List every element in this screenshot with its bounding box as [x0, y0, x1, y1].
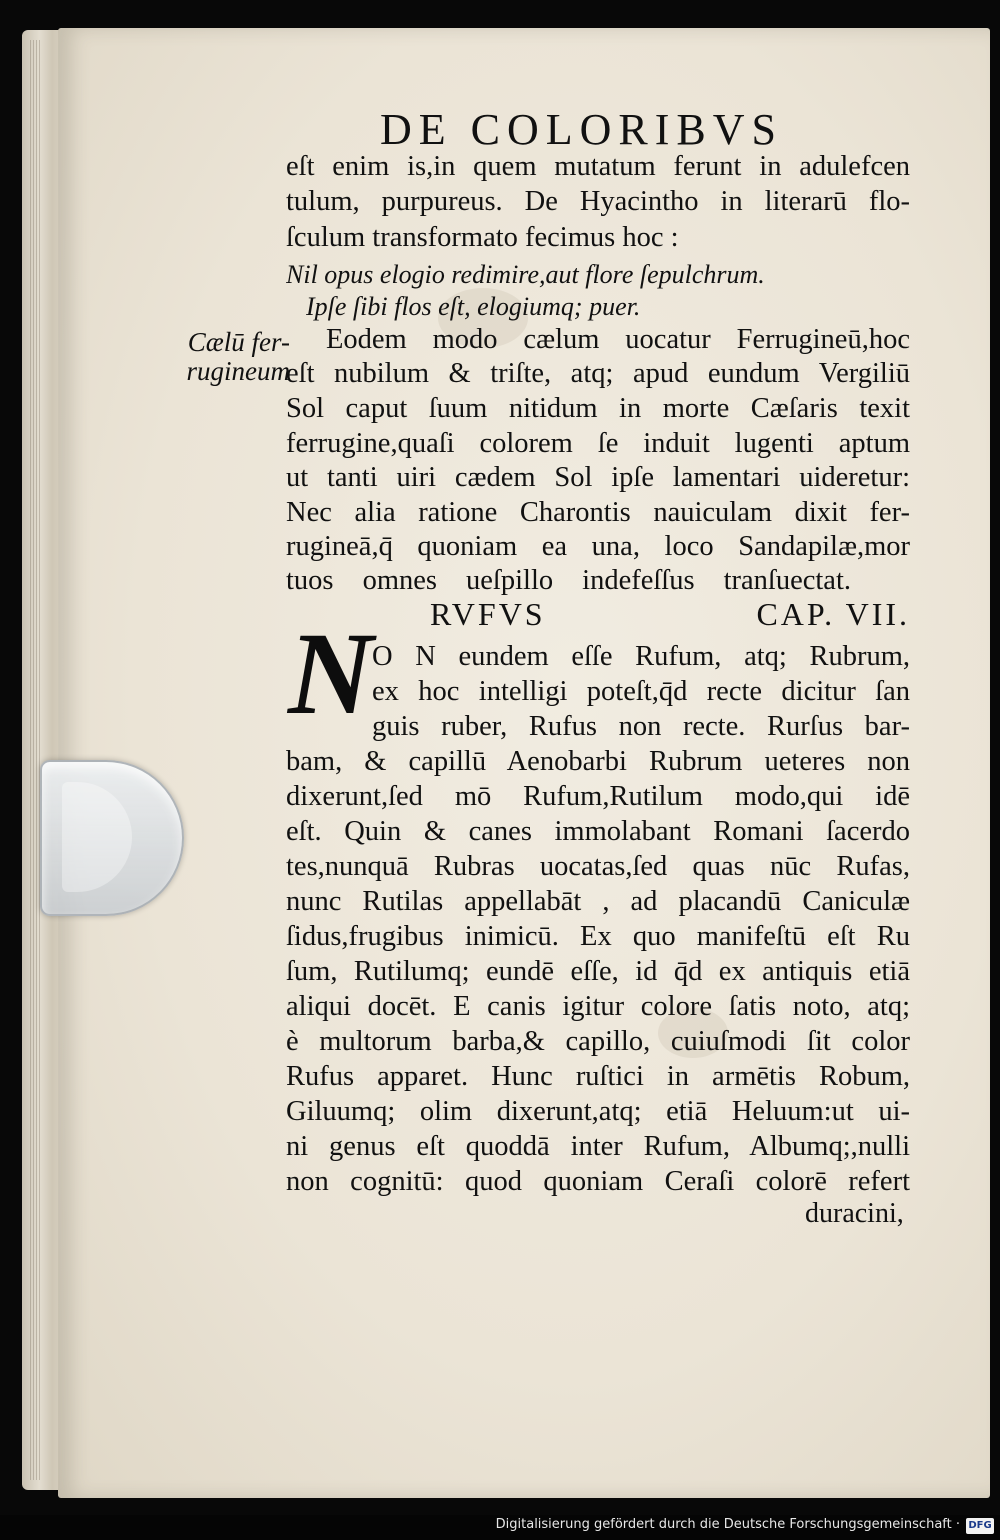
text-line: ferrugine,quaſi colorem ſe induit lugenti aptum: [286, 428, 910, 459]
text-line: rugineā,q̄ quoniam ea una, loco Sandapilæ,mor: [286, 531, 910, 562]
verse-line: Ipſe ſibi flos eſt, elogiumq; puer.: [306, 292, 641, 321]
chapter-title: [430, 596, 910, 633]
text-line: aliqui docēt. E canis igitur colore ſatis noto, atq;: [286, 991, 910, 1022]
chapter-number: CAP. VII.: [756, 596, 910, 632]
text-line: Sol caput ſuum nitidum in morte Cæſaris texit: [286, 393, 910, 424]
text-line: guis ruber, Rufus non recte. Rurſus bar-: [372, 711, 910, 742]
text-line: O N eundem eſſe Rufum, atq; Rubrum,: [372, 641, 910, 672]
funding-credit: Digitalisierung gefördert durch die Deutsche Forschungsgemeinschaft ·: [495, 1517, 960, 1532]
verse-line: Nil opus elogio redimire,aut flore ſepulchrum.: [286, 260, 765, 289]
chapter-name: RVFVS: [430, 596, 546, 632]
text-line: Giluumq; olim dixerunt,atq; etiā Heluum:ut ui-: [286, 1096, 910, 1127]
text-line: nunc Rutilas appellabāt , ad placandū Caniculæ: [286, 886, 910, 917]
text-line: tes,nunquā Rubras uocatas,ſed quas nūc Rufas,: [286, 851, 910, 882]
margin-note: [140, 328, 290, 386]
text-line: eſt. Quin & canes immolabant Romani ſacerdo: [286, 816, 910, 847]
text-line: ſculum transformato fecimus hoc :: [286, 222, 679, 253]
drop-cap: N: [288, 608, 374, 739]
text-line: ut tanti uiri cædem Sol ipſe lamentari uideretur:: [286, 462, 910, 493]
text-line: è multorum barba,& capillo, cuiuſmodi ſit color: [286, 1026, 910, 1057]
text-line: tuos omnes ueſpillo indefeſſus tranſuectat.: [286, 565, 851, 596]
text-line: Nec alia ratione Charontis nauiculam dixit fer-: [286, 497, 910, 528]
catchword: duracini,: [805, 1198, 904, 1229]
text-line: ſidus,frugibus inimicū. Ex quo manifeſtū eſt Ru: [286, 921, 910, 952]
text-line: dixerunt,ſed mō Rufum,Rutilum modo,qui idē: [286, 781, 910, 812]
text-line: eſt enim is,in quem mutatum ferunt in adulefcen: [286, 151, 910, 182]
text-line: Eodem modo cælum uocatur Ferrugineū,hoc: [326, 324, 910, 355]
text-line: bam, & capillū Aenobarbi Rubrum ueteres non: [286, 746, 910, 777]
text-line: ni genus eſt quoddā inter Rufum, Albumq;,nulli: [286, 1131, 910, 1162]
dfg-logo-icon: DFG: [966, 1518, 994, 1534]
text-line: tulum, purpureus. De Hyacintho in literarū flo-: [286, 186, 910, 217]
text-line: eſt nubilum & triſte, atq; apud eundum Vergiliū: [286, 358, 910, 389]
margin-note-line: rugineum: [186, 356, 290, 386]
text-line: ſum, Rutilumq; eundē eſſe, id q̄d ex antiquis etiā: [286, 956, 910, 987]
text-line: ex hoc intelligi poteſt,q̄d recte dicitur ſan: [372, 676, 910, 707]
footer-bar: [0, 1515, 1000, 1540]
text-line: Rufus apparet. Hunc ruſtici in armētis Robum,: [286, 1061, 910, 1092]
text-line: non cognitū: quod quoniam Ceraſi colorē refert: [286, 1166, 910, 1197]
margin-note-line: Cælū fer-: [187, 327, 290, 357]
running-head: DE COLORIBVS: [380, 105, 784, 154]
